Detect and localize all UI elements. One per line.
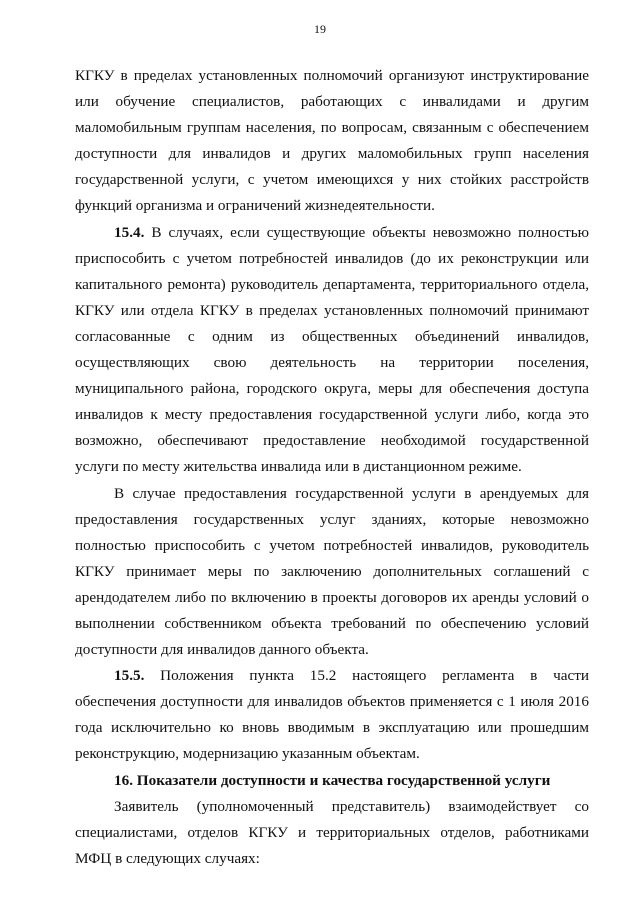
clause-number: 15.5. [114,667,145,685]
paragraph-15-5 [75,663,589,767]
clause-number: 15.4. [114,223,145,241]
paragraph-instruction: КГКУ в пределах установленных полномочий организуют инструктирование или обучение специалистов, работающих с инвалидами и другим маломобильным группам населения, по вопросам, связанным с обеспечением доступности для инвалидов и других маломобильных групп населения государственной услуги, с учетом имеющихся у них стойких расстройств функций организма и ограничений жизнедеятельности. [75,67,589,215]
paragraph-15-4 [75,220,589,481]
paragraph-applicant-interaction: Заявитель (уполномоченный представитель) взаимодействует со специалистами, отделов КГКУ и территориальных отделов, работниками МФЦ в следующих случаях: [75,797,589,867]
paragraph-leased-buildings: В случае предоставления государственной услуги в арендуемых для предоставления государственных услуг зданиях, которые невозможно полностью приспособить с учетом потребностей инвалидов, руководитель КГКУ принимает меры по заключению дополнительных соглашений с арендодателем либо по включению в проекты договоров их аренды условий о выполнении собственником объекта требований по обеспечению условий доступности для инвалидов данного объекта. [75,484,589,659]
document-body [75,63,589,872]
clause-text: Положения пункта 15.2 настоящего регламента в части обеспечения доступности для инвалидов объектов применяется с 1 июля 2016 года исключительно ко вновь вводимым в эксплуатацию или прошедшим реконструкцию, модернизацию указанным объектам. [75,667,589,763]
section-heading-16: 16. Показатели доступности и качества государственной услуги [114,771,551,789]
clause-text: В случаях, если существующие объекты невозможно полностью приспособить с учетом потребностей инвалидов (до их реконструкции или капитального ремонта) руководитель департамента, территориального отдела, КГКУ или отдела КГКУ в пределах установленных полномочий принимают согласованные с одним из общественных объединений инвалидов, осуществляющих свою деятельность на территории поселения, муниципального района, городского округа, меры для обеспечения доступа инвалидов к месту предоставления государственной услуги либо, когда это возможно, обеспечивают предоставление необходимой государственной услуги по месту жительства инвалида или в дистанционном режиме. [75,223,589,476]
page-number: 19 [314,22,326,36]
